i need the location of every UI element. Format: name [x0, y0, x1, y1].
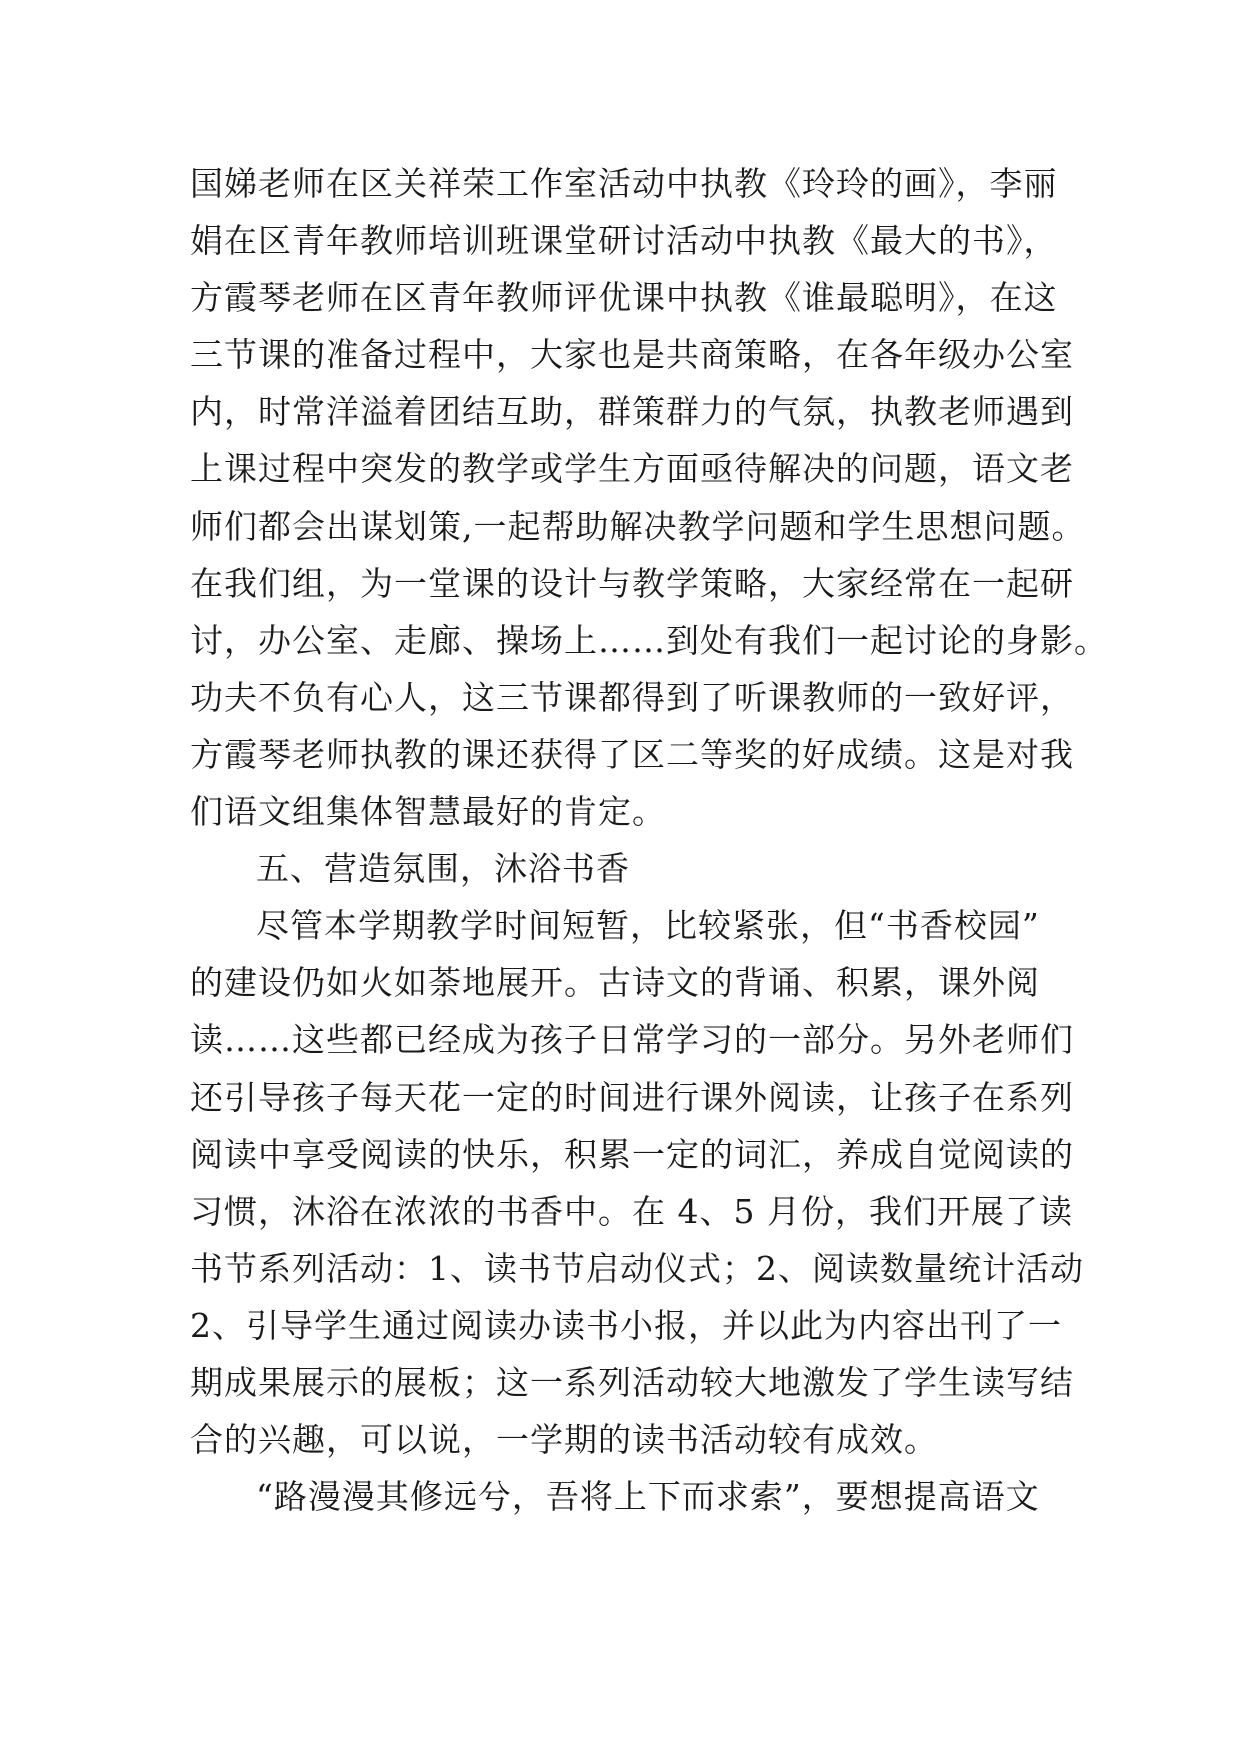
text-line: 合的兴趣，可以说，一学期的读书活动较有成效。	[190, 1420, 938, 1460]
text-line: 上课过程中突发的教学或学生方面亟待解决的问题，语文老	[190, 449, 1074, 489]
text-line: 在我们组，为一堂课的设计与教学策略，大家经常在一起研	[190, 563, 1074, 603]
text-line: 阅读中享受阅读的快乐，积累一定的词汇，养成自觉阅读的	[190, 1134, 1074, 1174]
text-line: 尽管本学期教学时间短暂，比较紧张，但“书香校园”	[256, 906, 1040, 946]
text-line: 讨，办公室、走廊、操场上……到处有我们一起讨论的身影。	[190, 620, 1108, 660]
text-line: 读……这些都已经成为孩子日常学习的一部分。另外老师们	[190, 1020, 1074, 1060]
text-line: 方霞琴老师执教的课还获得了区二等奖的好成绩。这是对我	[190, 734, 1074, 774]
text-line: 方霞琴老师在区青年教师评优课中执教《谁最聪明》，在这	[190, 278, 1058, 318]
text-line: 期成果展示的展板；这一系列活动较大地激发了学生读写结	[190, 1362, 1074, 1402]
text-line: 三节课的准备过程中，大家也是共商策略，在各年级办公室	[190, 335, 1074, 375]
text-line: 内，时常洋溢着团结互助，群策群力的气氛，执教老师遇到	[190, 392, 1074, 432]
text-line: 们语文组集体智慧最好的肯定。	[190, 792, 666, 832]
text-line: 习惯，沐浴在浓浓的书香中。在 4、5 月份，我们开展了读	[190, 1191, 1073, 1231]
text-line: “路漫漫其修远兮，吾将上下而求索”，要想提高语文	[256, 1477, 1040, 1517]
text-line: 还引导孩子每天花一定的时间进行课外阅读，让孩子在系列	[190, 1077, 1074, 1117]
text-line: 的建设仍如火如荼地展开。古诗文的背诵、积累，课外阅	[190, 963, 1040, 1003]
text-line: 五、营造氛围，沐浴书香	[256, 849, 630, 889]
text-line: 国娣老师在区关祥荣工作室活动中执教《玲玲的画》，李丽	[190, 164, 1058, 203]
text-line: 功夫不负有心人，这三节课都得到了听课教师的一致好评，	[190, 677, 1074, 717]
text-line: 书节系列活动：1、读书节启动仪式；2、阅读数量统计活动	[190, 1248, 1084, 1288]
text-line: 2、引导学生通过阅读办读书小报，并以此为内容出刊了一	[190, 1305, 1062, 1345]
text-line: 师们都会出谋划策,一起帮助解决教学问题和学生思想问题。	[190, 506, 1086, 546]
body-text	[190, 155, 1108, 1525]
text-line: 娟在区青年教师培训班课堂研讨活动中执教《最大的书》，	[190, 221, 1058, 261]
